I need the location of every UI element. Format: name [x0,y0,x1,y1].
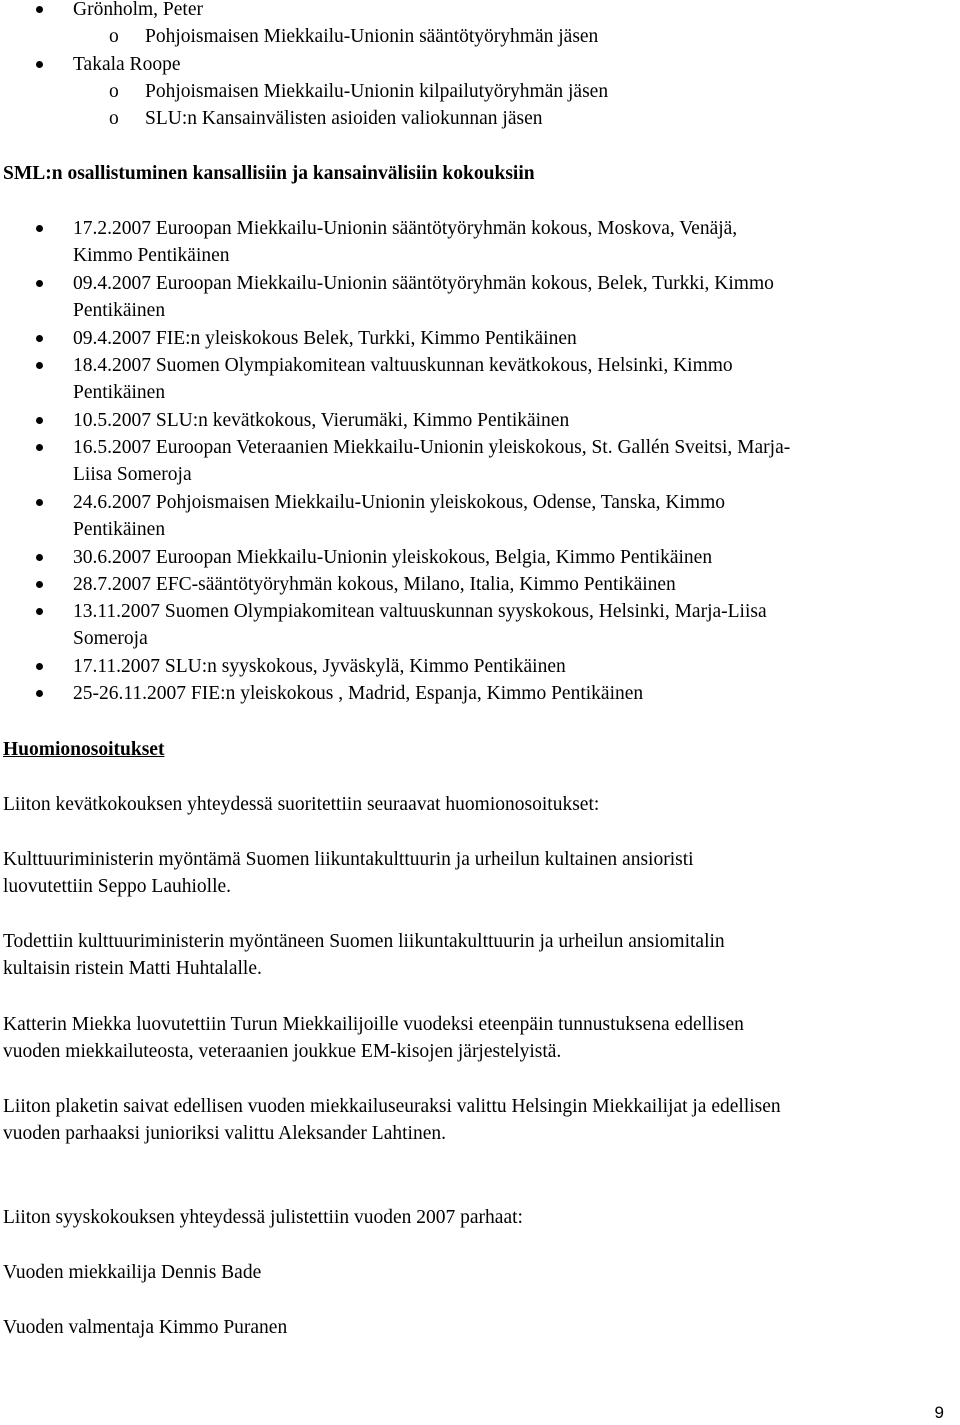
bullet-icon [36,608,43,615]
bullet-icon [36,61,43,68]
section-heading: Huomionosoitukset [3,739,165,760]
bullet-icon [36,417,43,424]
bullet-icon [36,362,43,369]
bullet-icon [36,554,43,561]
page-number: 9 [934,1403,944,1422]
list-item: 09.4.2007 Euroopan Miekkailu-Unionin sääntötyöryhmän kokous, Belek, Turkki, Kimmo [73,273,774,294]
list-item: Pohjoismaisen Miekkailu-Unionin sääntötyöryhmän jäsen [145,26,599,47]
paragraph: Liiton plaketin saivat edellisen vuoden miekkailuseuraksi valittu Helsingin Miekkailijat ja edellisen [3,1096,781,1117]
list-item-continuation: Pentikäinen [73,382,166,403]
paragraph: Liiton syyskokouksen yhteydessä julistettiin vuoden 2007 parhaat: [3,1207,523,1228]
list-item: 30.6.2007 Euroopan Miekkailu-Unionin yleiskokous, Belgia, Kimmo Pentikäinen [73,547,713,568]
list-item: SLU:n Kansainvälisten asioiden valiokunnan jäsen [145,108,543,129]
bullet-icon [36,581,43,588]
list-item: 09.4.2007 FIE:n yleiskokous Belek, Turkki, Kimmo Pentikäinen [73,328,577,349]
bullet-icon [36,6,43,13]
circle-bullet-icon: o [109,108,119,129]
paragraph-continuation: vuoden parhaaksi junioriksi valittu Aleksander Lahtinen. [3,1123,446,1144]
paragraph: Katterin Miekka luovutettiin Turun Miekkailijoille vuodeksi eteenpäin tunnustuksena edellisen [3,1014,744,1035]
paragraph: Kulttuuriministerin myöntämä Suomen liikuntakulttuurin ja urheilun kultainen ansioristi [3,849,694,870]
bullet-icon [36,335,43,342]
list-item: Grönholm, Peter [73,0,203,20]
circle-bullet-icon: o [109,81,119,102]
list-item: 10.5.2007 SLU:n kevätkokous, Vierumäki, Kimmo Pentikäinen [73,410,570,431]
list-item-continuation: Kimmo Pentikäinen [73,245,230,266]
list-item: Pohjoismaisen Miekkailu-Unionin kilpailutyöryhmän jäsen [145,81,609,102]
paragraph-continuation: luovutettiin Seppo Lauhiolle. [3,876,232,897]
list-item-continuation: Liisa Someroja [73,464,192,485]
list-item: 28.7.2007 EFC-sääntötyöryhmän kokous, Milano, Italia, Kimmo Pentikäinen [73,574,676,595]
paragraph-continuation: vuoden miekkailuteosta, veteraanien joukkue EM-kisojen järjestelyistä. [3,1041,562,1062]
list-item: 17.11.2007 SLU:n syyskokous, Jyväskylä, Kimmo Pentikäinen [73,656,566,677]
list-item: 24.6.2007 Pohjoismaisen Miekkailu-Unionin yleiskokous, Odense, Tanska, Kimmo [73,492,726,513]
section-heading: SML:n osallistuminen kansallisiin ja kansainvälisiin kokouksiin [3,163,535,184]
bullet-icon [36,690,43,697]
list-item-continuation: Someroja [73,628,148,649]
list-item: Takala Roope [73,54,181,75]
bullet-icon [36,499,43,506]
paragraph: Liiton kevätkokouksen yhteydessä suoritettiin seuraavat huomionosoitukset: [3,794,600,815]
list-item-continuation: Pentikäinen [73,300,166,321]
list-item: 16.5.2007 Euroopan Veteraanien Miekkailu-Unionin yleiskokous, St. Gallén Sveitsi, Marja- [73,437,791,458]
bullet-icon [36,663,43,670]
bullet-icon [36,225,43,232]
paragraph-continuation: kultaisin ristein Matti Huhtalalle. [3,958,262,979]
list-item: 13.11.2007 Suomen Olympiakomitean valtuuskunnan syyskokous, Helsinki, Marja-Liisa [73,601,767,622]
list-item: 25-26.11.2007 FIE:n yleiskokous , Madrid, Espanja, Kimmo Pentikäinen [73,683,644,704]
circle-bullet-icon: o [109,26,119,47]
bullet-icon [36,444,43,451]
list-item-continuation: Pentikäinen [73,519,166,540]
paragraph: Vuoden miekkailija Dennis Bade [3,1262,262,1283]
list-item: 17.2.2007 Euroopan Miekkailu-Unionin sääntötyöryhmän kokous, Moskova, Venäjä, [73,218,738,239]
list-item: 18.4.2007 Suomen Olympiakomitean valtuuskunnan kevätkokous, Helsinki, Kimmo [73,355,733,376]
bullet-icon [36,280,43,287]
paragraph: Vuoden valmentaja Kimmo Puranen [3,1317,288,1338]
paragraph: Todettiin kulttuuriministerin myöntäneen Suomen liikuntakulttuurin ja urheilun ansiomitalin [3,931,725,952]
